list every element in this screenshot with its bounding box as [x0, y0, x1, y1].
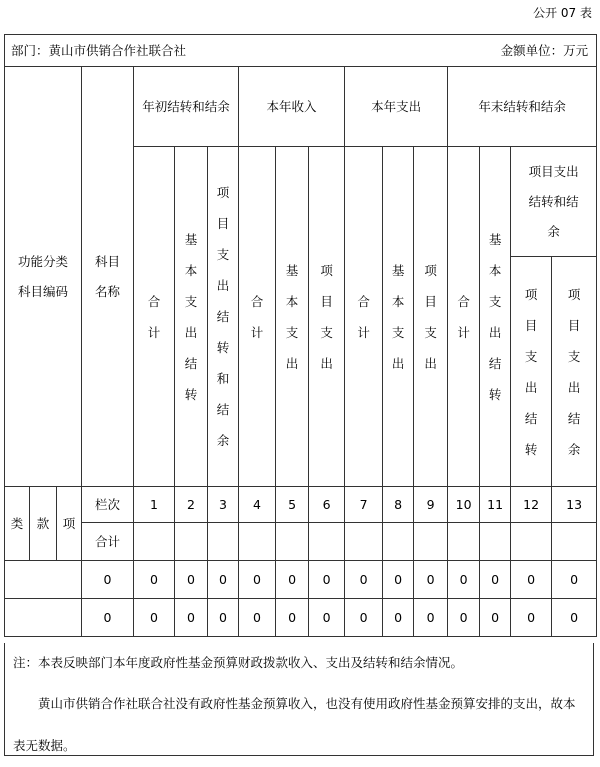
table-cell: 7	[345, 487, 383, 523]
table-cell: 0	[480, 599, 511, 637]
group-end-header: 年末结转和结余	[448, 67, 597, 147]
kuan-header: 款	[30, 487, 57, 561]
table-cell: 5	[276, 487, 309, 523]
table-cell: 0	[345, 561, 383, 599]
table-cell	[134, 523, 175, 561]
table-cell: 0	[309, 561, 345, 599]
xiang-header: 项	[57, 487, 82, 561]
fund-budget-table	[4, 34, 597, 637]
table-cell	[552, 523, 597, 561]
end-proj-surplus-header: 项目支出结余	[552, 257, 597, 487]
table-cell: 10	[448, 487, 480, 523]
table-cell	[511, 523, 552, 561]
table-cell	[345, 523, 383, 561]
department-label: 部门：黄山市供销合作社联合社	[5, 35, 309, 67]
note-line-1: 注：本表反映部门本年度政府性基金预算财政拨款收入、支出及结转和结余情况。	[13, 655, 464, 670]
table-cell: 0	[134, 561, 175, 599]
table-cell: 2	[175, 487, 208, 523]
table-cell: 0	[309, 599, 345, 637]
table-cell	[309, 523, 345, 561]
table-cell: 13	[552, 487, 597, 523]
begin-total-header: 合计	[134, 147, 175, 487]
table-cell: 0	[511, 599, 552, 637]
column-number-row	[5, 487, 597, 523]
table-cell: 9	[414, 487, 448, 523]
table-cell: 1	[134, 487, 175, 523]
expense-project-header: 项目支出	[414, 147, 448, 487]
table-cell	[480, 523, 511, 561]
table-cell: 0	[448, 599, 480, 637]
table-cell: 0	[552, 561, 597, 599]
group-expense-header: 本年支出	[345, 67, 448, 147]
table-row	[5, 599, 597, 637]
table-cell: 12	[511, 487, 552, 523]
table-cell: 0	[208, 561, 239, 599]
sum-label: 合计	[82, 523, 134, 561]
table-cell: 0	[276, 599, 309, 637]
end-basic-header: 基本支出结转	[480, 147, 511, 487]
table-cell: 0	[239, 599, 276, 637]
table-cell: 0	[552, 599, 597, 637]
table-cell: 0	[134, 599, 175, 637]
begin-project-header: 项目支出结转和结余	[208, 147, 239, 487]
table-cell	[5, 561, 82, 599]
table-cell: 11	[480, 487, 511, 523]
begin-basic-header: 基本支出结转	[175, 147, 208, 487]
table-cell: 0	[175, 599, 208, 637]
note-line-2: 黄山市供销合作社联合社没有政府性基金预算收入，也没有使用政府性基金预算安排的支出，故本表无数据。	[13, 696, 576, 753]
table-cell: 0	[511, 561, 552, 599]
table-cell: 0	[345, 599, 383, 637]
income-total-header: 合计	[239, 147, 276, 487]
table-cell: 0	[175, 561, 208, 599]
table-cell: 0	[276, 561, 309, 599]
expense-total-header: 合计	[345, 147, 383, 487]
subject-name-header: 科目名称	[82, 67, 134, 487]
table-cell	[239, 523, 276, 561]
table-cell: 0	[480, 561, 511, 599]
row-no-label: 栏次	[82, 487, 134, 523]
table-cell: 3	[208, 487, 239, 523]
table-cell: 0	[383, 561, 414, 599]
form-tag: 公开 07 表	[533, 6, 592, 20]
table-cell: 0	[414, 561, 448, 599]
end-project-group-header: 项目支出结转和结余	[511, 147, 597, 257]
header-row-1	[5, 67, 597, 147]
table-cell: 6	[309, 487, 345, 523]
table-cell: 0	[208, 599, 239, 637]
sum-row	[5, 523, 597, 561]
table-cell	[414, 523, 448, 561]
table-cell	[5, 599, 82, 637]
unit-label: 金额单位：万元	[448, 35, 597, 67]
end-total-header: 合计	[448, 147, 480, 487]
group-begin-header: 年初结转和结余	[134, 67, 239, 147]
table-cell	[309, 35, 448, 67]
table-cell: 0	[82, 561, 134, 599]
table-cell: 8	[383, 487, 414, 523]
table-cell	[383, 523, 414, 561]
table-cell: 0	[414, 599, 448, 637]
table-cell	[208, 523, 239, 561]
table-note	[4, 643, 594, 756]
table-cell	[175, 523, 208, 561]
table-cell: 4	[239, 487, 276, 523]
group-income-header: 本年收入	[239, 67, 345, 147]
table-cell: 0	[448, 561, 480, 599]
table-cell	[448, 523, 480, 561]
table-info-row	[5, 35, 597, 67]
table-cell: 0	[239, 561, 276, 599]
func-code-header: 功能分类科目编码	[5, 67, 82, 487]
end-proj-carry-header: 项目支出结转	[511, 257, 552, 487]
income-project-header: 项目支出	[309, 147, 345, 487]
income-basic-header: 基本支出	[276, 147, 309, 487]
lei-header: 类	[5, 487, 30, 561]
table-cell: 0	[383, 599, 414, 637]
expense-basic-header: 基本支出	[383, 147, 414, 487]
table-cell: 0	[82, 599, 134, 637]
table-cell	[276, 523, 309, 561]
table-row	[5, 561, 597, 599]
